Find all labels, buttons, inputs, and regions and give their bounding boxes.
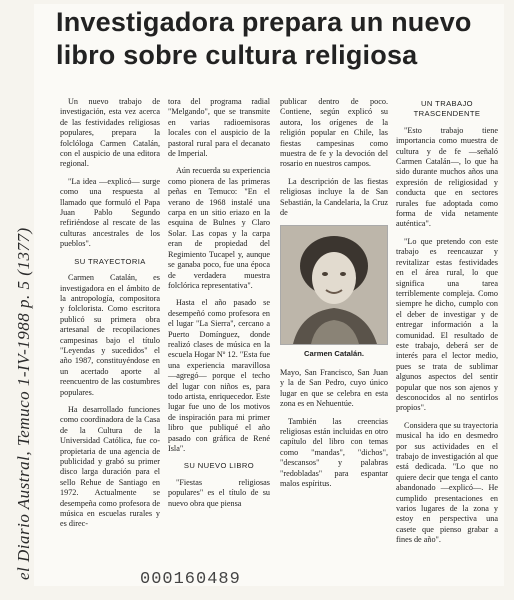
headline-line-2: libro sobre cultura religiosa: [56, 40, 418, 70]
paragraph: tora del programa radial "Melgando", que se transmite en varias radioemisoras locales con el auspicio de la pastoral rural para el decanato de Imperial.: [168, 97, 270, 159]
subheading-trayectoria: SU TRAYECTORIA: [74, 256, 146, 266]
paragraph: Un nuevo trabajo de investigación, esta vez acerca de las festividades religiosas populares, prepara la folclóloga Carmen Catalán, con el auspicio de una editora regional.: [60, 97, 160, 169]
article-column-2: [168, 97, 270, 516]
subheading-nuevo-libro: SU NUEVO LIBRO: [183, 461, 255, 471]
paragraph: Considera que su trayectoria musical ha ido en desmedro por sus actividades en el trabajo de investigación al que está dedicada. "Lo que no quiere decir que tenga el canto abandonado —explicó—. He cumplido presentaciones en varios lugares de la zona y estoy en perspectiva una casete que pienso grabar a fines de año".: [396, 420, 498, 545]
headline-line-1: Investigadora prepara un nuevo: [56, 7, 472, 37]
paragraph: "La idea —explicó— surge como una respuesta al llamado que formuló el Papa Juan Pablo Segundo refiriéndose al rescate de las culturas ancestrales de los pueblos".: [60, 176, 160, 249]
paragraph: "Esto trabajo tiene importancia como muestra de cultura y de fe —señaló Carmen Catalán—, lo que ha sido durante muchos años una expresión de religiosidad y conducta que en sectores rurales fue adoptada como forma de vida netamente auténtica".: [396, 125, 498, 229]
source-note-text: el Diario Austral, Temuco 1-IV-1988 p. 5 (1377): [14, 227, 33, 580]
article-headline: [56, 6, 496, 72]
portrait-image: [281, 226, 387, 344]
paragraph: publicar dentro de poco. Contiene, según explicó su autora, los orígenes de la religión popular en Chile, las fiestas campesinas como muestra de fe y la devoción del rosario en nuestros campos.: [280, 97, 388, 169]
portrait-photo: [280, 225, 388, 345]
article-column-4: [396, 97, 498, 553]
paragraph: También las creencias religiosas están incluidas en otro capítulo del libro con temas como "mandas", "dichos", "descansos" y palabras "redobladas" para espantar malos espíritus.: [280, 416, 388, 488]
archive-serial-stamp: 000160489: [140, 570, 241, 589]
paragraph: Hasta el año pasado se desempeñó como profesora en el lugar "La Sierra", cercano a Puerto Domínguez, donde realizó clases de música en la escuela Hogar Nº 12. "Esta fue una experiencia maravillosa —agregó— porque el techo del lugar con niños es, para todo artista, enriquecedor. Este lugar fue uno de los motivos de inspiración para mi primer libro que publiqué el año pasado con gráfica de René Isla".: [168, 298, 270, 453]
paragraph: "Lo que pretendo con este trabajo es reencauzar y revitalizar estas festividades en el área rural, lo que significa una tarea terriblemente compleja. Como siempre he dicho, cumplo con el deber de investigar y de entregar información a la comunidad. El resultado de este trabajo, deberá ser de interés para el lector medio, pues se trata de sublimar algunos aspectos del sentir popular que nos son ajenos y desconocidos al no sentirlos propios".: [396, 236, 498, 413]
paragraph: Carmen Catalán, es investigadora en el ámbito de la antropología, compositora y folclorista. Como escritora publicó su primera obra artesanal de recopilaciones campesinas bajo el título "Leyendas y sucedidos" el año 1987, constituyéndose en un acertado aporte al reencuentro de las costumbres populares.: [60, 273, 160, 397]
paragraph: Mayo, San Francisco, San Juan y la de San Pedro, cuyo único lugar en que se celebra en esta zona es en Nehuentúe.: [280, 367, 388, 409]
article-column-1: [60, 97, 160, 537]
photo-caption: Carmen Catalán.: [304, 349, 364, 359]
paragraph: La descripción de las fiestas religiosas incluye la de San Sebastián, la Candelaria, la Cruz de: [280, 176, 388, 218]
handwritten-source-note: [4, 60, 44, 590]
paragraph: "Fiestas religiosas populares" es el título de su nuevo obra que piensa: [168, 477, 270, 508]
subheading-trabajo-trascendente: UN TRABAJO TRASCENDENTE: [413, 99, 481, 119]
paragraph: Aún recuerda su experiencia como pionera de las primeras peñas en Temuco: "En el verano de 1968 instalé una carpa en un sitio eriazo en la esquina de Bulnes y Claro Solar. Las copas y la carpa eran de propiedad del Regimiento Tucapel y, aunque se ganaba poco, fue una época de verdadera muestra folclórica representativa".: [168, 166, 270, 290]
article-column-3: [280, 97, 388, 496]
paragraph: Ha desarrollado funciones como coordinadora de la Casa de la Cultura de la Universidad Católica, fue co-propietaria de una agencia de publicidad y grabó su primer disco larga duración para el sello Rehue de Santiago en 1972. Actualmente se desempeña como profesora de música en escuelas rurales y es direc-: [60, 404, 160, 529]
